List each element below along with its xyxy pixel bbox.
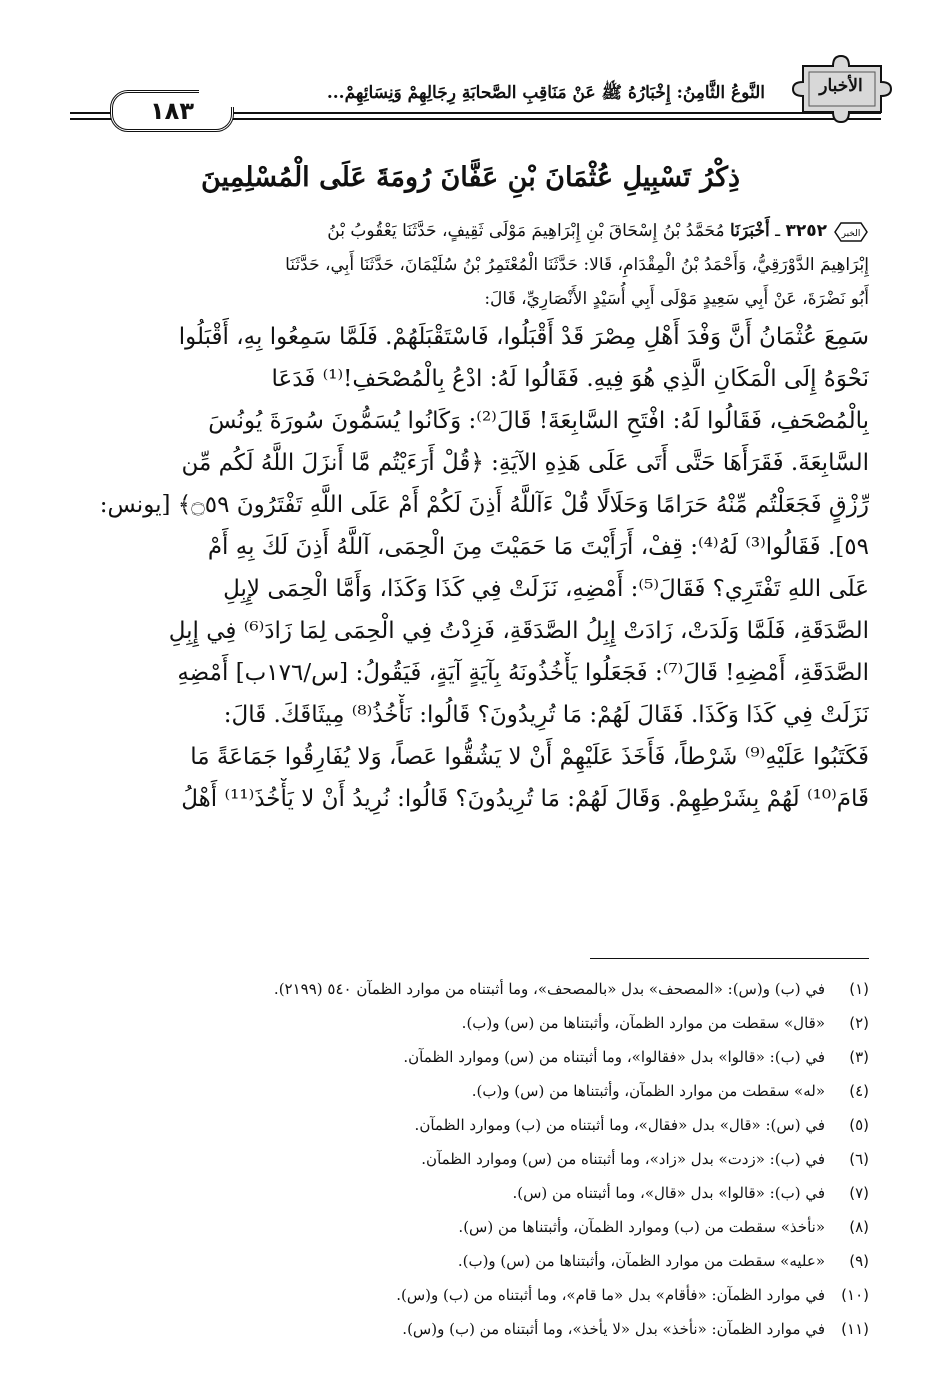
footnote-text: في موارد الظمآن: «نأخذ» بدل «لا يأخذ»، وما أثبتناه من (ب) و(س). [402, 1320, 825, 1338]
footnote-number: (١) [849, 980, 869, 998]
text-line: عَلَى اللهِ تَفْتَرِي؟ فَقَالَ⁽⁵⁾: أَمْضِهِ، نَزَلَتْ فِي كَذَا وَكَذَا، وَأَمَّا الْحِمَى لإِبِلِ [223, 576, 869, 602]
text-line: قَامَ⁽¹⁰⁾ لَهُمْ بِشَرْطِهِمْ. وَقَالَ لَهُمْ: مَا تُرِيدُونَ؟ قَالُوا: نُرِيدُ أَنْ لا يَأْخُذَ⁽¹¹⁾ أَهْلُ [181, 786, 869, 812]
footnote-number: (٧) [849, 1184, 869, 1202]
footnote-text: «قال» سقطت من موارد الظمآن، وأثبتناها من (س) و(ب). [461, 1014, 825, 1032]
khabar-marker-icon [833, 221, 869, 243]
text-line: السَّابِعَةَ. فَقَرَأَهَا حَتَّى أَتَى عَلَى هَذِهِ الآيَةِ: ﴿قُلْ أَرَءَيْتُم مَّا أَنزَلَ اللَّهُ لَكُم مِّن [181, 450, 869, 476]
footnote-text: في (ب): «قالوا» بدل «قال»، وما أثبتناه من (س). [512, 1184, 825, 1202]
section-badge-label: الأخبار [819, 76, 863, 96]
footnote-number: (٦) [849, 1150, 869, 1168]
footnote-number: (١٠) [841, 1286, 869, 1304]
text-line: فَكَتَبُوا عَلَيْهِ⁽⁹⁾ شَرْطاً، فَأَخَذَ عَلَيْهِمْ أَنْ لا يَشُقُّوا عَصاً، وَلا يُفَارِقُوا جَمَاعَةً مَا [190, 744, 869, 770]
page-number: ١٨٣ [110, 90, 234, 132]
text-line: ٥٩]. فَقَالُوا⁽³⁾ لَهُ⁽⁴⁾: قِفْ، أَرَأَيْتَ مَا حَمَيْتَ مِنَ الْحِمَى، آللَّهُ أَذِنَ لَكَ بِهِ أَمْ [207, 534, 869, 560]
footnote-number: (٣) [849, 1048, 869, 1066]
footnote-text: «عليه» سقطت من موارد الظمآن، وأثبتناها من (س) و(ب). [457, 1252, 825, 1270]
footnote-text: «نأخذ» سقطت من (ب) وموارد الظمآن، وأثبتناها من (س). [458, 1218, 825, 1236]
text-line: سَمِعَ عُثْمَانُ أَنَّ وَفْدَ أَهْلِ مِصْرَ قَدْ أَقْبَلُوا، فَاسْتَقْبَلَهُمْ. فَلَمَّا سَمِعُوا بِهِ، أَقْبَلُوا [178, 324, 869, 350]
isnad-line: إِبْرَاهِيمَ الدَّوْرَقِيُّ، وَأَحْمَدُ بْنُ الْمِقْدَامِ، قَالا: حَدَّثَنَا الْمُعْتَمِرُ بْنُ سُلَيْمَانَ، حَدَّثَنَا أَبِي، حَدَّثَنَا [285, 255, 869, 275]
text-line: رِّزْقٍ فَجَعَلْتُم مِّنْهُ حَرَامًا وَحَلَالًا قُلْ ءَآللَّهُ أَذِنَ لَكُمْ أَمْ عَلَى اللَّهِ تَفْتَرُونَ ۝٥٩﴾ [يونس: [99, 492, 869, 518]
footnote [150, 1244, 869, 1278]
footnote-number: (٤) [849, 1082, 869, 1100]
text-line: نَحْوَهُ إِلَى الْمَكَانِ الَّذِي هُوَ فِيهِ. فَقَالُوا لَهُ: ادْعُ بِالْمُصْحَفِ!⁽¹⁾ فَدَعَا [271, 366, 869, 392]
hadith-number: ٣٢٥٢ [785, 221, 827, 241]
svg-text:الخبر: الخبر [841, 228, 861, 239]
hadith-body [66, 214, 869, 820]
isnad-line: أَبُو نَضْرَةَ، عَنْ أَبِي سَعِيدٍ مَوْلَى أَبِي أُسَيْدٍ الأَنْصَارِيِّ، قَالَ: [484, 289, 869, 309]
footnote-number: (١١) [841, 1320, 869, 1338]
footnote-number: (٩) [849, 1252, 869, 1270]
section-badge [789, 54, 893, 124]
hadith-opening: أَخْبَرَنَا [730, 221, 770, 241]
text-line: نَزَلَتْ فِي كَذَا وَكَذَا. فَقَالَ لَهُمْ: مَا تُرِيدُونَ؟ قَالُوا: نَأْخُذُ⁽⁸⁾ مِيثَاقَكَ. قَالَ: [223, 702, 869, 728]
footnote [150, 1074, 869, 1108]
footnote-text: في موارد الظمآن: «فأقام» بدل «ما قام»، وما أثبتناه من (ب) و(س). [396, 1286, 825, 1304]
footnote [150, 1210, 869, 1244]
footnote-text: في (س): «قال» بدل «فقال»، وما أثبتناه من (ب) وموارد الظمآن. [414, 1116, 825, 1134]
footnote-number: (٨) [849, 1218, 869, 1236]
running-header [70, 52, 881, 132]
text-line: بِالْمُصْحَفِ، فَقَالُوا لَهُ: افْتَحِ السَّابِعَةَ! قَالَ⁽²⁾: وَكَانُوا يُسَمُّونَ سُورَةَ يُونُسَ [208, 408, 869, 434]
footnote-text: «له» سقطت من موارد الظمآن، وأثبتناها من (س) و(ب). [471, 1082, 825, 1100]
footnote-text: في (ب) و(س): «المصحف» بدل «بالمصحف»، وما أثبتناه من موارد الظمآن ٥٤٠ (٢١٩٩). [273, 980, 825, 998]
running-title: النَّوعُ الثَّامِنُ: إِخْبَارُهُ ﷺ عَنْ مَنَاقِبِ الصَّحابَةِ رِجَالِهِمْ وَنِسَائِهِمْ... [199, 82, 771, 107]
footnote [150, 1142, 869, 1176]
footnote-divider [590, 958, 869, 959]
isnad-line: الخبر ٣٢٥٢ ـ أَخْبَرَنَا مُحَمَّدُ بْنُ إِسْحَاقَ بْنِ إِبْرَاهِيمَ مَوْلَى ثَقِيفٍ، حَدَّثَنَا يَعْقُوبُ بْنُ [66, 214, 869, 248]
text-line: الصَّدَقَةِ، أَمْضِهِ! قَالَ⁽⁷⁾: فَجَعَلُوا يَأْخُذُونَهُ بِآيَةٍ آيَةٍ، فَيَقُولُ: [س/١٧٦ب] أَمْضِهِ [177, 660, 869, 686]
isnad-text: مُحَمَّدُ بْنُ إِسْحَاقَ بْنِ إِبْرَاهِيمَ مَوْلَى ثَقِيفٍ، حَدَّثَنَا يَعْقُوبُ بْنُ [327, 221, 725, 241]
footnote [150, 972, 869, 1006]
footnote-text: في (ب): «قالوا» بدل «فقالوا»، وما أثبتناه من (س) وموارد الظمآن. [403, 1048, 825, 1066]
footnote-number: (٥) [849, 1116, 869, 1134]
footnote [150, 1108, 869, 1142]
footnote-text: في (ب): «زدت» بدل «زاد»، وما أثبتناه من (س) وموارد الظمآن. [421, 1150, 825, 1168]
footnote-number: (٢) [849, 1014, 869, 1032]
footnotes [150, 972, 869, 1346]
footnote [150, 1006, 869, 1040]
footnote [150, 1176, 869, 1210]
text-line: الصَّدَقَةِ، فَلَمَّا وَلَدَتْ، زَادَتْ إِبِلُ الصَّدَقَةِ، فَزِدْتُ فِي الْحِمَى لِمَا زَادَ⁽⁶⁾ فِي إِبِلِ [168, 618, 869, 644]
footnote [150, 1040, 869, 1074]
footnote [150, 1278, 869, 1312]
footnote [150, 1312, 869, 1346]
chapter-title: ذِكْرُ تَسْبِيلِ عُثْمَانَ بْنِ عَفَّانَ رُومَةَ عَلَى الْمُسْلِمِينَ [201, 162, 740, 193]
